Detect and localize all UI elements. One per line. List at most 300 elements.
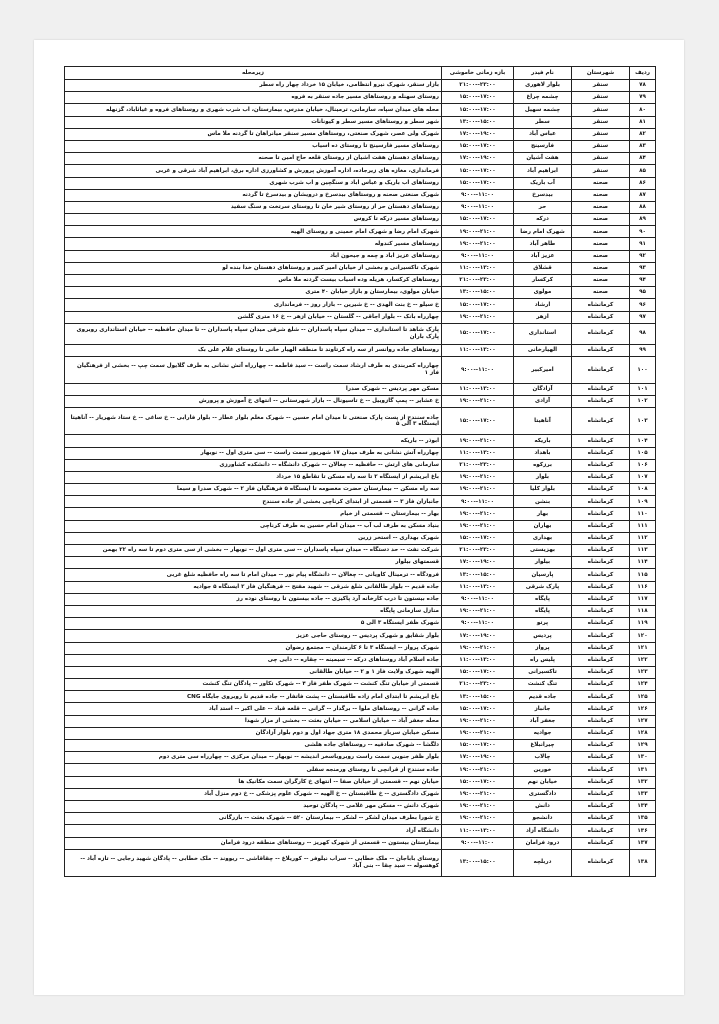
document-page [34,40,684,995]
feeder-cell: جوادیه [514,727,572,739]
area-cell: شرکت نفت -- حد دستگاه -- میدان سپاه پاسداران -- سی متری اول -- نوبهار -- بخشی از سی متری دوم تا سه راه ۲۲ بهمن [65,545,442,557]
city-cell: صحنه [572,226,630,238]
city-cell: کرمانشاه [572,520,630,532]
row-number-cell: ۱۱۳ [630,545,656,557]
city-cell: کرمانشاه [572,383,630,395]
area-cell: روستاهای جاده روانسر از سه راه کرتاوند تا منطقه الهیار خانی تا روستای غلام علی بک [65,344,442,356]
time-window-cell: ۱۹:۰۰--۲۱:۰۰ [442,788,514,800]
area-cell: جاده گرانی -- روستاهای ملوا -- برگدار -- گرانی -- قلعه قباد -- علی اکبر -- استد آباد [65,703,442,715]
city-cell: سنقر [572,80,630,92]
table-row [65,837,656,849]
area-cell: دلگشا -- شهرک صادقیه -- روستاهای جاده هلشی [65,740,442,752]
city-cell: کرمانشاه [572,408,630,435]
area-cell: خ عشایر -- پمپ گازوییل -- خ تاسیونال -- بازار شهرستانی -- انتهای خ آموزش و پرورش [65,396,442,408]
row-number-cell: ۱۲۳ [630,666,656,678]
city-cell: کرمانشاه [572,825,630,837]
row-number-cell: ۱۳۶ [630,825,656,837]
feeder-cell: شهرک امام رضا [514,226,572,238]
time-window-cell: ۱۳:۰۰--۱۵:۰۰ [442,287,514,299]
feeder-cell: عباس آباد [514,128,572,140]
table-row [65,262,656,274]
feeder-cell: آزادگان [514,383,572,395]
row-number-cell: ۱۰۰ [630,356,656,383]
city-cell: سنقر [572,104,630,116]
time-window-cell: ۲۱:۰۰--۲۳:۰۰ [442,275,514,287]
feeder-cell: چیرانبلاغ [514,740,572,752]
row-number-cell: ۱۰۷ [630,471,656,483]
area-cell: بهار -- بیمارستان -- قسمتی از خیام [65,508,442,520]
table-row [65,788,656,800]
feeder-cell: جاده قدیم [514,691,572,703]
city-cell: کرمانشاه [572,396,630,408]
time-window-cell: ۱۹:۰۰--۲۱:۰۰ [442,396,514,408]
row-number-cell: ۸۷ [630,189,656,201]
feeder-cell: حر [514,201,572,213]
area-cell: قسمتی از خیابان تنگ کنشت -- شهرک ظفر فاز ۴ -- شهرک تکاور -- پادگان تنگ کنشت [65,679,442,691]
feeder-cell: بهار [514,508,572,520]
area-cell: باغ ابریشم تا ابتدای امام زاده طاقبستان -- پشت فاتفار -- جاده قدیم تا روبروی جایگاه CNG [65,691,442,703]
table-row [65,642,656,654]
time-window-cell: ۲۱:۰۰--۲۳:۰۰ [442,459,514,471]
time-window-cell: ۱۱:۰۰--۱۳:۰۰ [442,383,514,395]
feeder-cell: پرواز [514,642,572,654]
area-cell: شهرک امام رضا و شهرک امام خمینی و روستای الهیه [65,226,442,238]
area-cell: بلوار شقایق و شهرک پردیس -- روستای حاجی عزیز [65,630,442,642]
header-time-window: بازه زمانی خاموشی [442,67,514,80]
time-window-cell: ۱۹:۰۰--۲۱:۰۰ [442,813,514,825]
feeder-cell: چشمه سهیل [514,104,572,116]
table-row [65,581,656,593]
feeder-cell: آب باریک [514,177,572,189]
table-row [65,618,656,630]
table-row [65,356,656,383]
city-cell: صحنه [572,287,630,299]
feeder-cell: آناهیتا [514,408,572,435]
feeder-cell: کرکسار [514,275,572,287]
feeder-cell: خیابان نهم [514,776,572,788]
area-cell: روستاهای دهستان حر از روستای شیر خان تا روستای سرتخت و سنگ سفید [65,201,442,213]
area-cell: شهرک تاکسیرانی و بخشی از خیابان امیر کبیر و روستاهای دهستان خدا بنده لو [65,262,442,274]
time-window-cell: ۹:۰۰--۱۱:۰۰ [442,250,514,262]
row-number-cell: ۸۲ [630,128,656,140]
time-window-cell: ۱۹:۰۰--۲۱:۰۰ [442,508,514,520]
city-cell: کرمانشاه [572,311,630,323]
feeder-cell: چشمه چراغ [514,92,572,104]
row-number-cell: ۸۴ [630,153,656,165]
table-row [65,383,656,395]
table-row [65,128,656,140]
city-cell: کرمانشاه [572,752,630,764]
feeder-cell: قشلاق [514,262,572,274]
city-cell: کرمانشاه [572,545,630,557]
area-cell: روستاهای کرکسار، هریله وده اسیاب بیست گردنه ملا ماس [65,275,442,287]
area-cell: محله های میدان سپاه، سازمانی، ترمینال، خیابان مدرس، بیمارستان، اب شرب شهری و روستاهای فروه و غیاثاباد، گزنهله [65,104,442,116]
table-row [65,471,656,483]
table-row [65,140,656,152]
feeder-cell: سطر [514,116,572,128]
city-cell: کرمانشاه [572,532,630,544]
time-window-cell: ۹:۰۰--۱۱:۰۰ [442,618,514,630]
row-number-cell: ۱۱۴ [630,557,656,569]
city-cell: کرمانشاه [572,471,630,483]
table-row [65,849,656,876]
area-cell: روستاهای مسیر درکه تا کروس [65,214,442,226]
area-cell: خ شورا بطرف میدان لشکر -- لشکر -- بیمارستان ۵۲۰ -- شهرک بعثت -- بازرگانی [65,813,442,825]
table-row [65,605,656,617]
feeder-cell: بهاران [514,520,572,532]
time-window-cell: ۱۵:۰۰--۱۷:۰۰ [442,408,514,435]
area-cell: بازار سنقر، شهرک نیرو انتظامی، خیابان ۱۵ خرداد چهار راه سطر [65,80,442,92]
table-row [65,323,656,344]
city-cell: کرمانشاه [572,447,630,459]
table-row [65,189,656,201]
time-window-cell: ۱۵:۰۰--۱۷:۰۰ [442,299,514,311]
time-window-cell: ۱۹:۰۰--۲۱:۰۰ [442,715,514,727]
city-cell: سنقر [572,140,630,152]
table-row [65,226,656,238]
area-cell: محله جعفر آباد -- خیابان اسلامی -- خیابان بعثت -- بخشی از مزار شهدا [65,715,442,727]
feeder-cell: الهیارخانی [514,344,572,356]
time-window-cell: ۱۷:۰۰--۱۹:۰۰ [442,128,514,140]
feeder-cell: بهزیستی [514,545,572,557]
area-cell: جاده سنندج از پست پارک صنعتی تا میدان امام حسین -- شهرک معلم بلوار عطار -- بلوار فارابی -- خ ساغی -- خ ستاد شهریار -- آناهیتا ایستگاه ۳ الی ۵ [65,408,442,435]
row-number-cell: ۱۲۶ [630,703,656,715]
area-cell: باغ ابریشم از ایستگاه ۲ تا سه راه مسکن تا تقاطع ۱۵ خرداد [65,471,442,483]
time-window-cell: ۱۷:۰۰--۱۹:۰۰ [442,153,514,165]
city-cell: کرمانشاه [572,557,630,569]
time-window-cell: ۲۱:۰۰--۲۳:۰۰ [442,545,514,557]
feeder-cell: پایگاه [514,593,572,605]
table-row [65,153,656,165]
table-row [65,569,656,581]
row-number-cell: ۸۳ [630,140,656,152]
area-cell: ابوذر -- باریکه [65,435,442,447]
city-cell: کرمانشاه [572,776,630,788]
time-window-cell: ۹:۰۰--۱۱:۰۰ [442,356,514,383]
feeder-cell: عزیز آباد [514,250,572,262]
time-window-cell: ۱۵:۰۰--۱۷:۰۰ [442,323,514,344]
row-number-cell: ۹۸ [630,323,656,344]
time-window-cell: ۱۹:۰۰--۲۱:۰۰ [442,727,514,739]
feeder-cell: طاهر آباد [514,238,572,250]
city-cell: کرمانشاه [572,323,630,344]
table-row [65,715,656,727]
feeder-cell: جانباز [514,703,572,715]
city-cell: صحنه [572,177,630,189]
time-window-cell: ۱۳:۰۰--۱۵:۰۰ [442,691,514,703]
table-row [65,496,656,508]
city-cell: کرمانشاه [572,703,630,715]
city-cell: صحنه [572,238,630,250]
city-cell: کرمانشاه [572,837,630,849]
time-window-cell: ۹:۰۰--۱۱:۰۰ [442,189,514,201]
table-row [65,557,656,569]
area-cell: شهرک صنعتی صحنه و روستاهای بیدسرخ و درویشان و بیدسرخ تا گردنه [65,189,442,201]
row-number-cell: ۱۳۷ [630,837,656,849]
time-window-cell: ۱۷:۰۰--۱۹:۰۰ [442,557,514,569]
row-number-cell: ۱۳۲ [630,776,656,788]
area-cell: روستاهای اب باریک و عباس اباد و سنگچین و اب شرب شهری [65,177,442,189]
row-number-cell: ۸۶ [630,177,656,189]
header-feeder: نام فیدر [514,67,572,80]
time-window-cell: ۲۱:۰۰--۲۳:۰۰ [442,80,514,92]
area-cell: جانبازان فاز ۳ -- قسمتی از ابتدای کرناچی بخشی از جاده سنندج [65,496,442,508]
city-cell: سنقر [572,116,630,128]
table-row [65,116,656,128]
row-number-cell: ۹۱ [630,238,656,250]
row-number-cell: ۱۲۸ [630,727,656,739]
table-row [65,703,656,715]
row-number-cell: ۷۹ [630,92,656,104]
feeder-cell: ازهر [514,311,572,323]
table-row [65,727,656,739]
row-number-cell: ۱۰۴ [630,435,656,447]
time-window-cell: ۱۱:۰۰--۱۳:۰۰ [442,344,514,356]
table-row [65,532,656,544]
city-cell: کرمانشاه [572,618,630,630]
row-number-cell: ۱۰۳ [630,408,656,435]
time-window-cell: ۱۵:۰۰--۱۷:۰۰ [442,776,514,788]
row-number-cell: ۱۳۵ [630,813,656,825]
table-row [65,679,656,691]
time-window-cell: ۹:۰۰--۱۱:۰۰ [442,201,514,213]
row-number-cell: ۸۰ [630,104,656,116]
table-row [65,447,656,459]
table-row [65,287,656,299]
time-window-cell: ۱۱:۰۰--۱۳:۰۰ [442,262,514,274]
table-row [65,813,656,825]
time-window-cell: ۱۹:۰۰--۲۱:۰۰ [442,484,514,496]
feeder-cell: بلوار لاهوری [514,80,572,92]
city-cell: کرمانشاه [572,654,630,666]
time-window-cell: ۱۱:۰۰--۱۳:۰۰ [442,447,514,459]
city-cell: کرمانشاه [572,727,630,739]
table-row [65,214,656,226]
time-window-cell: ۹:۰۰--۱۱:۰۰ [442,837,514,849]
area-cell: شهرک پرواز -- ایستگاه ۳ تا ۶ کارمندان -- مجتمع رضوان [65,642,442,654]
time-window-cell: ۱۹:۰۰--۲۱:۰۰ [442,642,514,654]
row-number-cell: ۹۲ [630,250,656,262]
feeder-cell: بهداری [514,532,572,544]
feeder-cell: تاکسیرانی [514,666,572,678]
area-cell: خیابان نهم -- قسمتی از خیابان صفا -- انتهای خ کارگران سمت مکانیک ها [65,776,442,788]
time-window-cell: ۱۳:۰۰--۱۵:۰۰ [442,569,514,581]
time-window-cell: ۱۵:۰۰--۱۷:۰۰ [442,104,514,116]
feeder-cell: بیدسرخ [514,189,572,201]
time-window-cell: ۹:۰۰--۱۱:۰۰ [442,496,514,508]
feeder-cell: دانشجو [514,813,572,825]
feeder-cell: درود فرامان [514,837,572,849]
city-cell: سنقر [572,165,630,177]
time-window-cell: ۱۷:۰۰--۱۹:۰۰ [442,752,514,764]
row-number-cell: ۷۸ [630,80,656,92]
row-number-cell: ۹۳ [630,262,656,274]
time-window-cell: ۲۱:۰۰--۲۳:۰۰ [442,679,514,691]
row-number-cell: ۸۹ [630,214,656,226]
area-cell: شهرک ظفر ایستگاه ۳ الی ۵ [65,618,442,630]
feeder-cell: جعفر آباد [514,715,572,727]
city-cell: سنقر [572,153,630,165]
table-row [65,344,656,356]
city-cell: صحنه [572,201,630,213]
row-number-cell: ۹۴ [630,275,656,287]
city-cell: کرمانشاه [572,344,630,356]
feeder-cell: فارسینج [514,140,572,152]
outage-schedule-table [64,66,656,877]
table-row [65,299,656,311]
city-cell: صحنه [572,189,630,201]
table-row [65,825,656,837]
feeder-cell: ارشاد [514,299,572,311]
feeder-cell: هفت آشیان [514,153,572,165]
area-cell: روستای سهنله و روستاهای مسیر جاده سنقر به فروه [65,92,442,104]
row-number-cell: ۱۱۹ [630,618,656,630]
area-cell: شهر سطر و روستاهای مسیر سطر و کیونانات [65,116,442,128]
row-number-cell: ۹۰ [630,226,656,238]
area-cell: پارک شاهد تا استانداری -- میدان سپاه پاسداران -- شلغ شرقی میدان سپاه پاسداران -- تا میدان حافظیه -- خیابان استانداری روبروی پارک باران [65,323,442,344]
feeder-cell: پایگاه [514,605,572,617]
city-cell: کرمانشاه [572,642,630,654]
area-cell: منازل سازمانی پایگاه [65,605,442,617]
city-cell: کرمانشاه [572,593,630,605]
row-number-cell: ۱۱۸ [630,605,656,617]
time-window-cell: ۱۹:۰۰--۲۱:۰۰ [442,471,514,483]
feeder-cell: استانداری [514,323,572,344]
table-row [65,396,656,408]
area-cell: بلوار ظفر جنوبی سمت راست روبروباسخر اندیشه -- نوبهار -- میدان مرکزی -- چهارراه سی متری دوم [65,752,442,764]
time-window-cell: ۱۷:۰۰--۱۹:۰۰ [442,630,514,642]
city-cell: کرمانشاه [572,849,630,876]
feeder-cell: امیرکبیر [514,356,572,383]
time-window-cell: ۱۵:۰۰--۱۷:۰۰ [442,140,514,152]
table-row [65,177,656,189]
feeder-cell: خورین [514,764,572,776]
row-number-cell: ۱۰۸ [630,484,656,496]
row-number-cell: ۱۱۱ [630,520,656,532]
time-window-cell: ۹:۰۰--۱۱:۰۰ [442,593,514,605]
city-cell: کرمانشاه [572,484,630,496]
city-cell: صحنه [572,214,630,226]
feeder-cell: مولوی [514,287,572,299]
table-row [65,250,656,262]
time-window-cell: ۱۵:۰۰--۱۷:۰۰ [442,92,514,104]
city-cell: کرمانشاه [572,435,630,447]
time-window-cell: ۱۹:۰۰--۲۱:۰۰ [442,238,514,250]
city-cell: سنقر [572,92,630,104]
table-row [65,92,656,104]
row-number-cell: ۱۲۷ [630,715,656,727]
table-row [65,435,656,447]
feeder-cell: پارک شرقی [514,581,572,593]
header-row-number: ردیف [630,67,656,80]
time-window-cell: ۱۱:۰۰--۱۳:۰۰ [442,581,514,593]
city-cell: کرمانشاه [572,679,630,691]
feeder-cell: دادگستری [514,788,572,800]
area-cell: جاده بیستون تا درب کارخانه آرد پاکیزی -- جاده بیستون تا روستای نوده رز [65,593,442,605]
table-row [65,165,656,177]
row-number-cell: ۹۶ [630,299,656,311]
row-number-cell: ۱۰۱ [630,383,656,395]
row-number-cell: ۱۳۴ [630,800,656,812]
area-cell: بیمارستان بیستون -- قسمتی از شهرک کهریز -- روستاهای منطقه درود فرامان [65,837,442,849]
city-cell: صحنه [572,250,630,262]
area-cell: چهارراه آتش نشانی به طرف میدان ۱۷ شهریور سمت راست -- سی متری اول -- نوبهار [65,447,442,459]
table-row [65,666,656,678]
city-cell: صحنه [572,262,630,274]
table-row [65,752,656,764]
feeder-cell: باهداد [514,447,572,459]
table-row [65,80,656,92]
time-window-cell: ۱۹:۰۰--۲۱:۰۰ [442,605,514,617]
city-cell: کرمانشاه [572,800,630,812]
area-cell: قسمتهای بیلوار [65,557,442,569]
row-number-cell: ۱۰۶ [630,459,656,471]
city-cell: کرمانشاه [572,508,630,520]
row-number-cell: ۱۰۲ [630,396,656,408]
feeder-cell: ابراهیم آباد [514,165,572,177]
table-row [65,520,656,532]
area-cell: جاده قدیم -- بلوار طالقانی شلغ شرقی -- شهید مفتح -- فرهنگیان فاز ۲ ایستگاه ۵ جوادیه [65,581,442,593]
row-number-cell: ۱۲۴ [630,679,656,691]
area-cell: شهرک دادگستری -- خ طاقبستان -- خ الهیه -- شهرک علوم پزشکی -- خ دوم منزل آباد [65,788,442,800]
time-window-cell: ۱۹:۰۰--۲۱:۰۰ [442,764,514,776]
row-number-cell: ۱۱۷ [630,593,656,605]
area-cell: روستای باباجان -- ملک خطابی -- سراب نیلوفر -- کوریلاغ -- چقاقاشی -- ریووند -- ملک خطابی -- پادگان شهید رجایی -- تازه آباد -- کوهسوله -- سید چقا -- بنی آباد [65,849,442,876]
area-cell: جاده سنندج از قرانچی تا روستای ورمنجه سفلی [65,764,442,776]
city-cell: سنقر [572,128,630,140]
area-cell: سه راه مسکن -- بیمارستان حضرت معصومه تا ایستگاه ۵ فرهنگیان فاز ۲ -- شهرک صدرا و سیما [65,484,442,496]
city-cell: کرمانشاه [572,715,630,727]
header-city: شهرستان [572,67,630,80]
table-row [65,408,656,435]
feeder-cell: تنگ کنشت [514,679,572,691]
table-row [65,593,656,605]
table-row [65,630,656,642]
city-cell: کرمانشاه [572,605,630,617]
table-row [65,740,656,752]
row-number-cell: ۱۳۳ [630,788,656,800]
city-cell: کرمانشاه [572,496,630,508]
city-cell: کرمانشاه [572,813,630,825]
table-row [65,484,656,496]
time-window-cell: ۱۹:۰۰--۲۱:۰۰ [442,800,514,812]
time-window-cell: ۱۱:۰۰--۱۳:۰۰ [442,654,514,666]
area-cell: چهارراه بانک -- بلوار اجاقی -- گلستان -- خیابان ازهر -- خ ۱۶ متری گلشن [65,311,442,323]
time-window-cell: ۱۳:۰۰--۱۵:۰۰ [442,849,514,876]
city-cell: کرمانشاه [572,691,630,703]
time-window-cell: ۱۵:۰۰--۱۷:۰۰ [442,740,514,752]
area-cell: خیابان مولوی، بیمارستان و بازار خیابان ۴۰ متری [65,287,442,299]
area-cell: روستاهای عزیز اباد و چمه و جیحون اباد [65,250,442,262]
row-number-cell: ۸۱ [630,116,656,128]
table-row [65,201,656,213]
row-number-cell: ۸۸ [630,201,656,213]
feeder-cell: بلوار [514,471,572,483]
time-window-cell: ۱۹:۰۰--۲۱:۰۰ [442,226,514,238]
area-cell: جاده اسلام آباد روستاهای درکه -- سیمینه -- چقاره -- دایی چی [65,654,442,666]
table-row [65,654,656,666]
feeder-cell: دانش [514,800,572,812]
area-cell: شهرک دانش -- مسکن مهر غلامی -- پادگان توحید [65,800,442,812]
feeder-cell: پرتو [514,618,572,630]
row-number-cell: ۱۱۵ [630,569,656,581]
feeder-cell: پلیس راه [514,654,572,666]
city-cell: کرمانشاه [572,764,630,776]
row-number-cell: ۸۵ [630,165,656,177]
area-cell: روستاهای مسیر کندوله [65,238,442,250]
time-window-cell: ۱۵:۰۰--۱۷:۰۰ [442,532,514,544]
table-row [65,508,656,520]
